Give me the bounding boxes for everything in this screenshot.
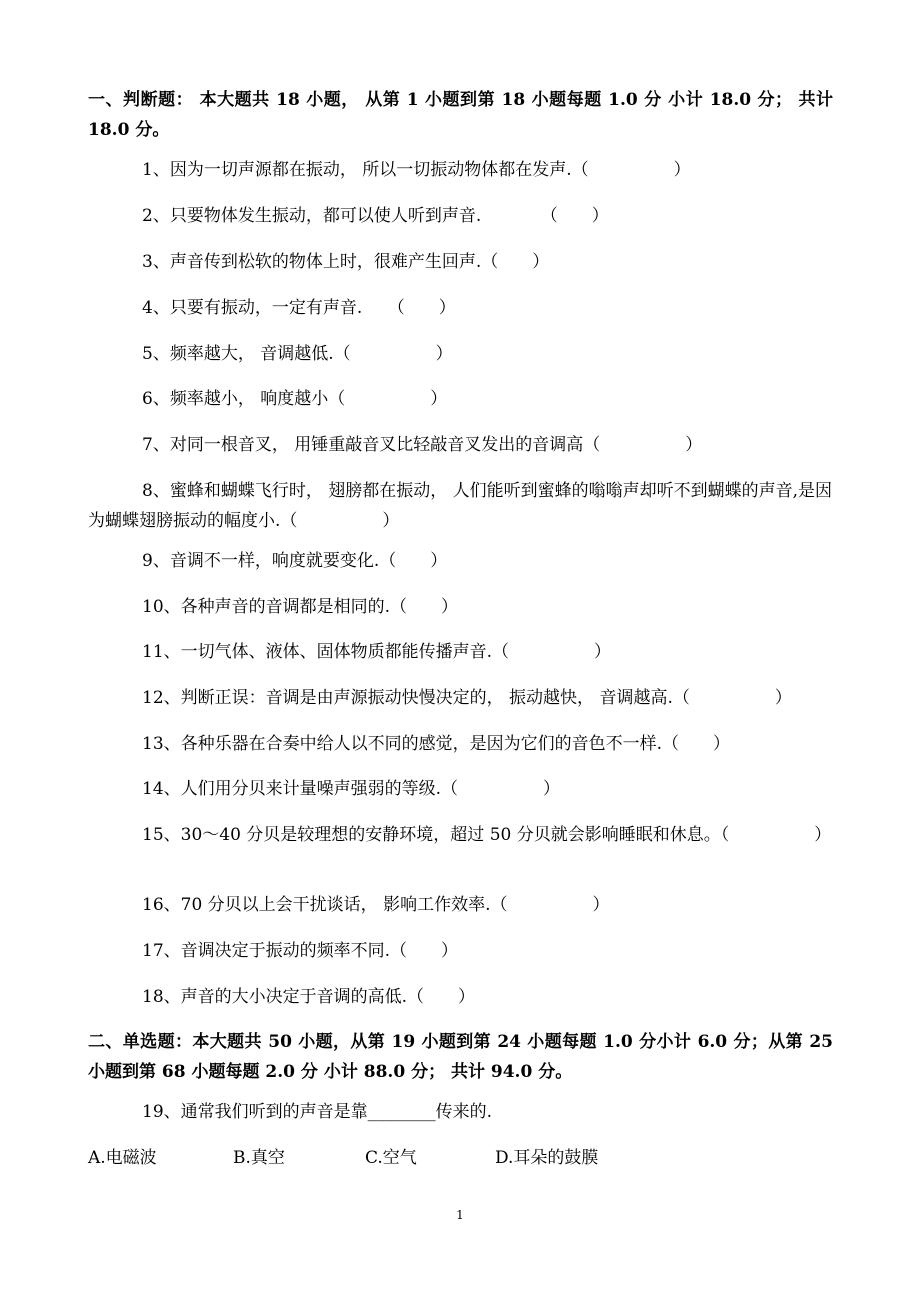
question-number: 19、 — [142, 1102, 181, 1122]
question-4 — [88, 293, 833, 323]
question-number: 11、 — [142, 642, 181, 662]
question-7 — [88, 430, 833, 460]
section-1-heading: 一、判断题： 本大题共 18 小题， 从第 1 小题到第 18 小题每题 1.0 分 小计 18.0 分； 共计 18.0 分。 — [88, 90, 833, 140]
question-text: 频率越小， 响度越小（ ） — [169, 389, 448, 409]
question-text: 音调决定于振动的频率不同.（ ） — [180, 941, 459, 961]
question-5 — [88, 339, 833, 369]
question-number: 1、 — [142, 160, 170, 180]
question-number: 15、 — [142, 825, 181, 845]
question-8 — [88, 476, 833, 536]
question-number: 6、 — [142, 389, 170, 409]
question-3 — [88, 247, 833, 277]
page-number: 1 — [456, 1208, 464, 1222]
question-text: 各种乐器在合奏中给人以不同的感觉，是因为它们的音色不一样.（ ） — [180, 734, 731, 754]
question-text: 声音的大小决定于音调的高低.（ ） — [180, 987, 476, 1007]
question-9 — [88, 546, 833, 576]
question-19-options — [88, 1143, 833, 1173]
question-number: 2、 — [142, 206, 170, 226]
option-a: A.电磁波 — [88, 1148, 157, 1168]
question-18 — [88, 982, 833, 1012]
question-number: 10、 — [142, 597, 181, 617]
question-text: 因为一切声源都在振动， 所以一切振动物体都在发声.（ ） — [169, 160, 691, 180]
question-text: 频率越大， 音调越低.（ ） — [169, 344, 453, 364]
question-text: 音调不一样，响度就要变化.（ ） — [169, 551, 448, 571]
question-17 — [88, 936, 833, 966]
question-2 — [88, 201, 833, 231]
question-number: 5、 — [142, 344, 170, 364]
question-number: 4、 — [142, 298, 170, 318]
question-number: 16、 — [142, 895, 181, 915]
question-number: 13、 — [142, 734, 181, 754]
question-text: 判断正误：音调是由声源振动快慢决定的， 振动越快， 音调越高.（ ） — [180, 688, 792, 708]
question-text: 一切气体、液体、固体物质都能传播声音.（ ） — [180, 642, 612, 662]
question-text: 30～40 分贝是较理想的安静环境，超过 50 分贝就会影响睡眠和休息。（ ） — [180, 825, 832, 845]
question-number: 17、 — [142, 941, 181, 961]
question-text: 人们用分贝来计量噪声强弱的等级.（ ） — [180, 779, 561, 799]
question-text: 通常我们听到的声音是靠________传来的. — [180, 1102, 493, 1122]
question-text: 只要有振动，一定有声音. （ ） — [169, 298, 456, 318]
option-c: C.空气 — [365, 1148, 417, 1168]
question-14 — [88, 774, 833, 804]
question-number: 3、 — [142, 252, 170, 272]
question-number: 7、 — [142, 435, 170, 455]
question-text: 声音传到松软的物体上时，很难产生回声.（ ） — [169, 252, 550, 272]
question-number: 8、 — [142, 481, 170, 501]
question-6 — [88, 384, 833, 414]
option-d: D.耳朵的鼓膜 — [495, 1148, 599, 1168]
question-number: 14、 — [142, 779, 181, 799]
question-number: 12、 — [142, 688, 181, 708]
question-number: 9、 — [142, 551, 170, 571]
question-10 — [88, 592, 833, 622]
option-b: B.真空 — [233, 1148, 285, 1168]
section-2-heading: 二、单选题：本大题共 50 小题，从第 19 小题到第 24 小题每题 1.0 分小计 6.0 分；从第 25 小题到第 68 小题每题 2.0 分 小计 88.0 分； 共计 94.0 分。 — [88, 1032, 833, 1082]
question-15 — [88, 820, 833, 850]
question-text: 蜜蜂和蝴蝶飞行时， 翅膀都在振动， 人们能听到蜜蜂的嗡嗡声却听不到蝴蝶的声音,是因为蝴蝶翅膀振动的幅度小.（ ） — [88, 481, 833, 531]
question-16 — [88, 890, 833, 920]
question-11 — [88, 637, 833, 667]
question-number: 18、 — [142, 987, 181, 1007]
question-text: 只要物体发生振动，都可以使人听到声音. （ ） — [169, 206, 609, 226]
question-1 — [88, 155, 833, 185]
question-text: 对同一根音叉， 用锤重敲音叉比轻敲音叉发出的音调高（ ） — [169, 435, 703, 455]
question-13 — [88, 729, 833, 759]
question-text: 各种声音的音调都是相同的.（ ） — [180, 597, 459, 617]
question-12 — [88, 683, 833, 713]
question-text: 70 分贝以上会干扰谈话， 影响工作效率.（ ） — [180, 895, 610, 915]
question-19 — [88, 1097, 833, 1127]
